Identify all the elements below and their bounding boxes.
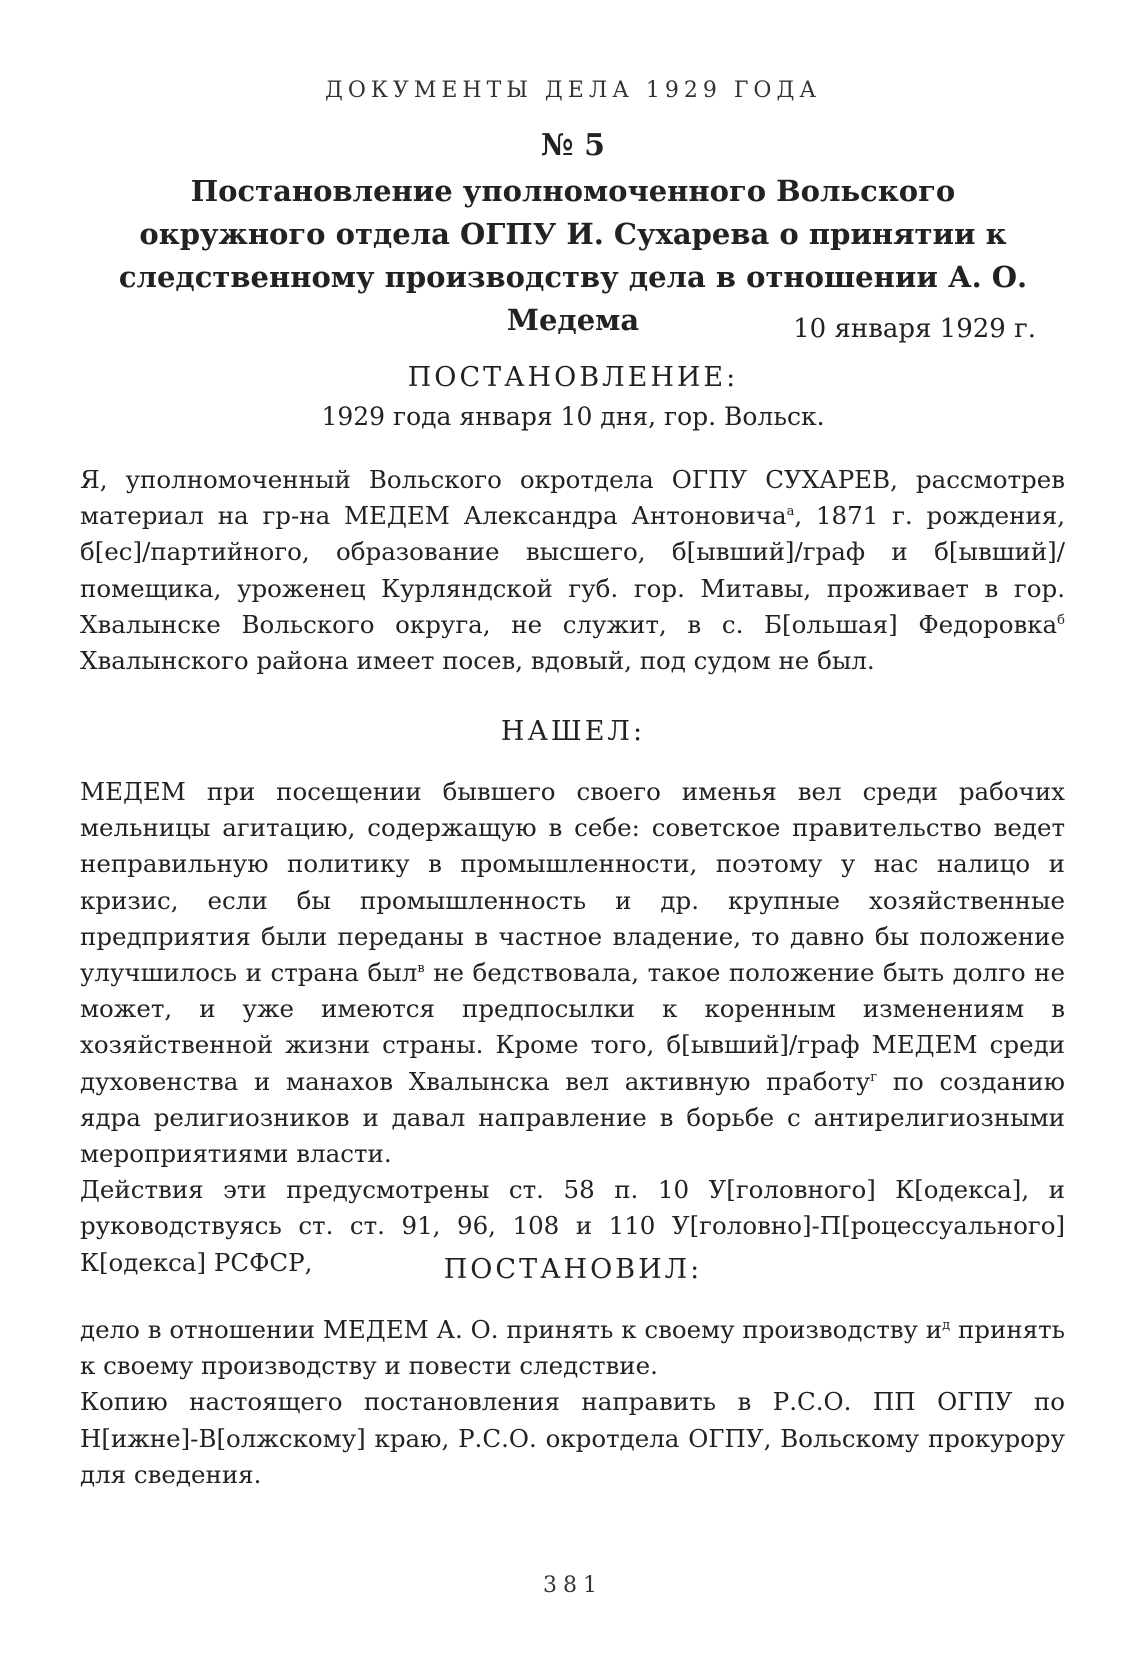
copy-text: Копию настоящего постановления направить в Р.С.О. ПП ОГПУ по Н[ижне]-В[олжскому] краю, Р.С.О. окротдела ОГПУ, Вольскому прокурору для сведения. xyxy=(80,1387,1065,1489)
resolved-text-2: принять к своему производству и повести следствие. xyxy=(80,1315,1066,1381)
resolved-paragraph xyxy=(80,1312,1065,1493)
resolved-text-1: дело в отношении МЕДЕМ А. О. принять к своему производству и xyxy=(80,1315,943,1344)
heading-decree: ПОСТАНОВЛЕНИЕ: xyxy=(407,362,739,393)
document-number: № 5 xyxy=(541,128,605,163)
actions-text: Действия эти предусмотрены ст. 58 п. 10 У[головного] К[одекса], и руководствуясь ст. ст. 91, 96, 108 и 110 У[головно]-П[роцессуального] К[одекса] РСФСР, xyxy=(80,1175,1065,1277)
document-date: 10 января 1929 г. xyxy=(793,314,1036,344)
found-text-3: по созданию ядра религиозников и давал направление в борьбе с антирелигиозными мероприятиями власти. xyxy=(80,1066,1066,1169)
heading-found: НАШЕЛ: xyxy=(500,716,646,747)
footnote-b: б xyxy=(1057,612,1065,628)
intro-text-1: Я, уполномоченный Вольского окротдела ОГПУ СУХАРЕВ, рассмотрев материал на гр-на МЕДЕМ Александра Антоновича xyxy=(80,465,1065,531)
running-head: ДОКУМЕНТЫ ДЕЛА 1929 ГОДА xyxy=(324,78,822,103)
intro-paragraph xyxy=(80,462,1065,679)
footnote-v: в xyxy=(417,960,425,976)
page-number: 381 xyxy=(543,1573,603,1598)
intro-text-3: Хвалынского района имеет посев, вдовый, под судом не был. xyxy=(80,646,875,676)
document-title: Постановление уполномоченного Вольского окружного отдела ОГПУ И. Сухарева о принятии к следственному производству дела в отношении А. О. Медема xyxy=(118,174,1028,337)
footnote-d: д xyxy=(942,1317,951,1333)
heading-resolved: ПОСТАНОВИЛ: xyxy=(443,1254,703,1285)
intro-text-2: , 1871 г. рождения, б[ес]/партийного, образование высшего, б[ывший]/граф и б[ывший]/помещика, уроженец Курляндской губ. гор. Митавы, проживает в гор. Хвалынске Вольского округа, не служит, в с. Б[ольшая] Федоровка xyxy=(80,501,1065,639)
place-and-date: 1929 года января 10 дня, гор. Вольск. xyxy=(321,402,825,431)
found-paragraph xyxy=(80,774,1065,1281)
footnote-g: г xyxy=(870,1069,878,1085)
found-text-1: МЕДЕМ при посещении бывшего своего именья вел среди рабочих мельницы агитацию, содержащую в себе: советское правительство ведет неправильную политику в промышленности, поэтому у нас налицо и кризис, если бы промышленность и др. крупные хозяйственные предприятия были переданы в частное владение, то давно бы положение улучшилось и страна был xyxy=(80,777,1065,988)
footnote-a: а xyxy=(786,504,795,520)
found-text-2: не бедствовала, такое положение быть долго не может, и уже имеются предпосылки к коренным изменениям в хозяйственной жизни страны. Кроме того, б[ывший]/граф МЕДЕМ среди духовенства и манахов Хвалынска вел активную пработу xyxy=(80,958,1065,1096)
